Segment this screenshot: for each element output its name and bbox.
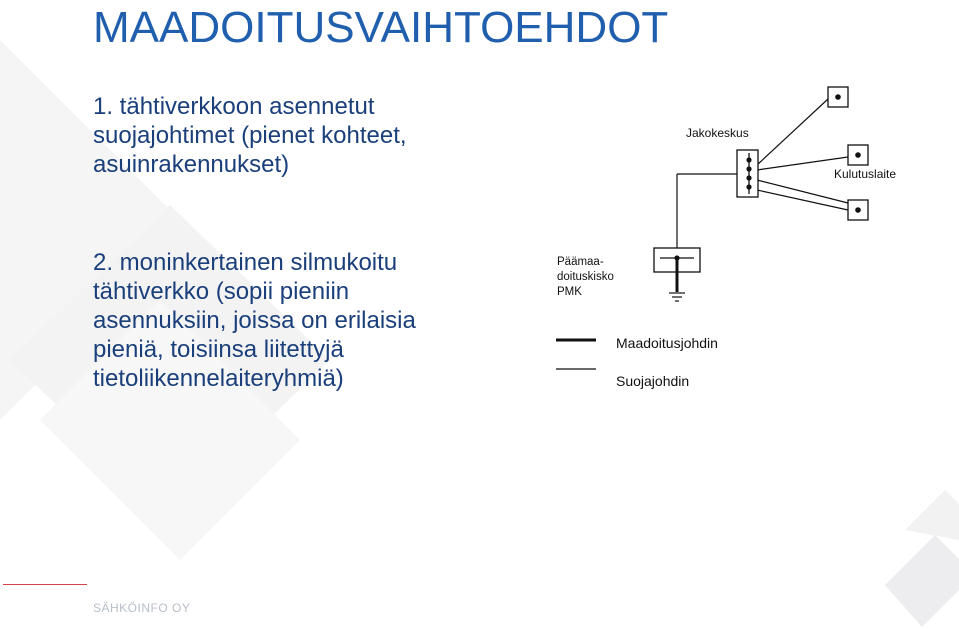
footer-divider	[3, 584, 87, 585]
main-earthing-bar-label-line: doituskisko	[557, 271, 614, 283]
bullet-item-2	[93, 248, 513, 393]
bg-diamond-corner-2	[905, 490, 959, 540]
terminal-device-box	[848, 200, 868, 220]
earthing-diagram	[545, 80, 925, 392]
bullet-item-2-line: pieniä, toisiinsa liitettyjä	[93, 336, 344, 363]
terminal-device-box	[848, 145, 868, 165]
distribution-board	[737, 150, 758, 197]
protective-conductor-lines	[677, 99, 848, 258]
main-earthing-bar-label	[557, 256, 617, 298]
bullet-item-1-line: asuinrakennukset)	[93, 151, 290, 178]
legend-earthing-conductor-label: Maadoitusjohdin	[616, 335, 718, 351]
main-earthing-bar-label-line: Päämaa-	[557, 256, 604, 268]
main-earthing-bar-label-line: PMK	[557, 286, 582, 298]
bullet-item-2-line: tietoliikennelaiteryhmiä)	[93, 365, 344, 392]
ground-symbol-icon	[669, 293, 685, 301]
main-earthing-bar	[654, 248, 700, 292]
bullet-item-2-line: asennuksiin, joissa on erilaisia	[93, 307, 416, 334]
bg-diamond-corner-1	[885, 535, 959, 627]
legend-protective-conductor-label: Suojajohdin	[616, 373, 690, 389]
bullet-item-1-line: suojajohtimet (pienet kohteet,	[93, 122, 407, 149]
slide-title: MAADOITUSVAIHTOEHDOT	[93, 3, 669, 52]
footer-company-name: SÄHKÖINFO OY	[93, 601, 191, 615]
terminal-device-label: Kulutuslaite	[834, 167, 897, 181]
bullet-item-2-line: tähtiverkko (sopii pieniin	[93, 278, 350, 305]
bullet-item-1	[93, 92, 513, 179]
bullet-item-1-line: 1. tähtiverkkoon asennetut	[93, 93, 375, 120]
bullet-item-2-line: 2. moninkertainen silmukoitu	[93, 249, 398, 276]
terminal-device-box	[828, 87, 848, 107]
distribution-board-label: Jakokeskus	[686, 126, 749, 140]
